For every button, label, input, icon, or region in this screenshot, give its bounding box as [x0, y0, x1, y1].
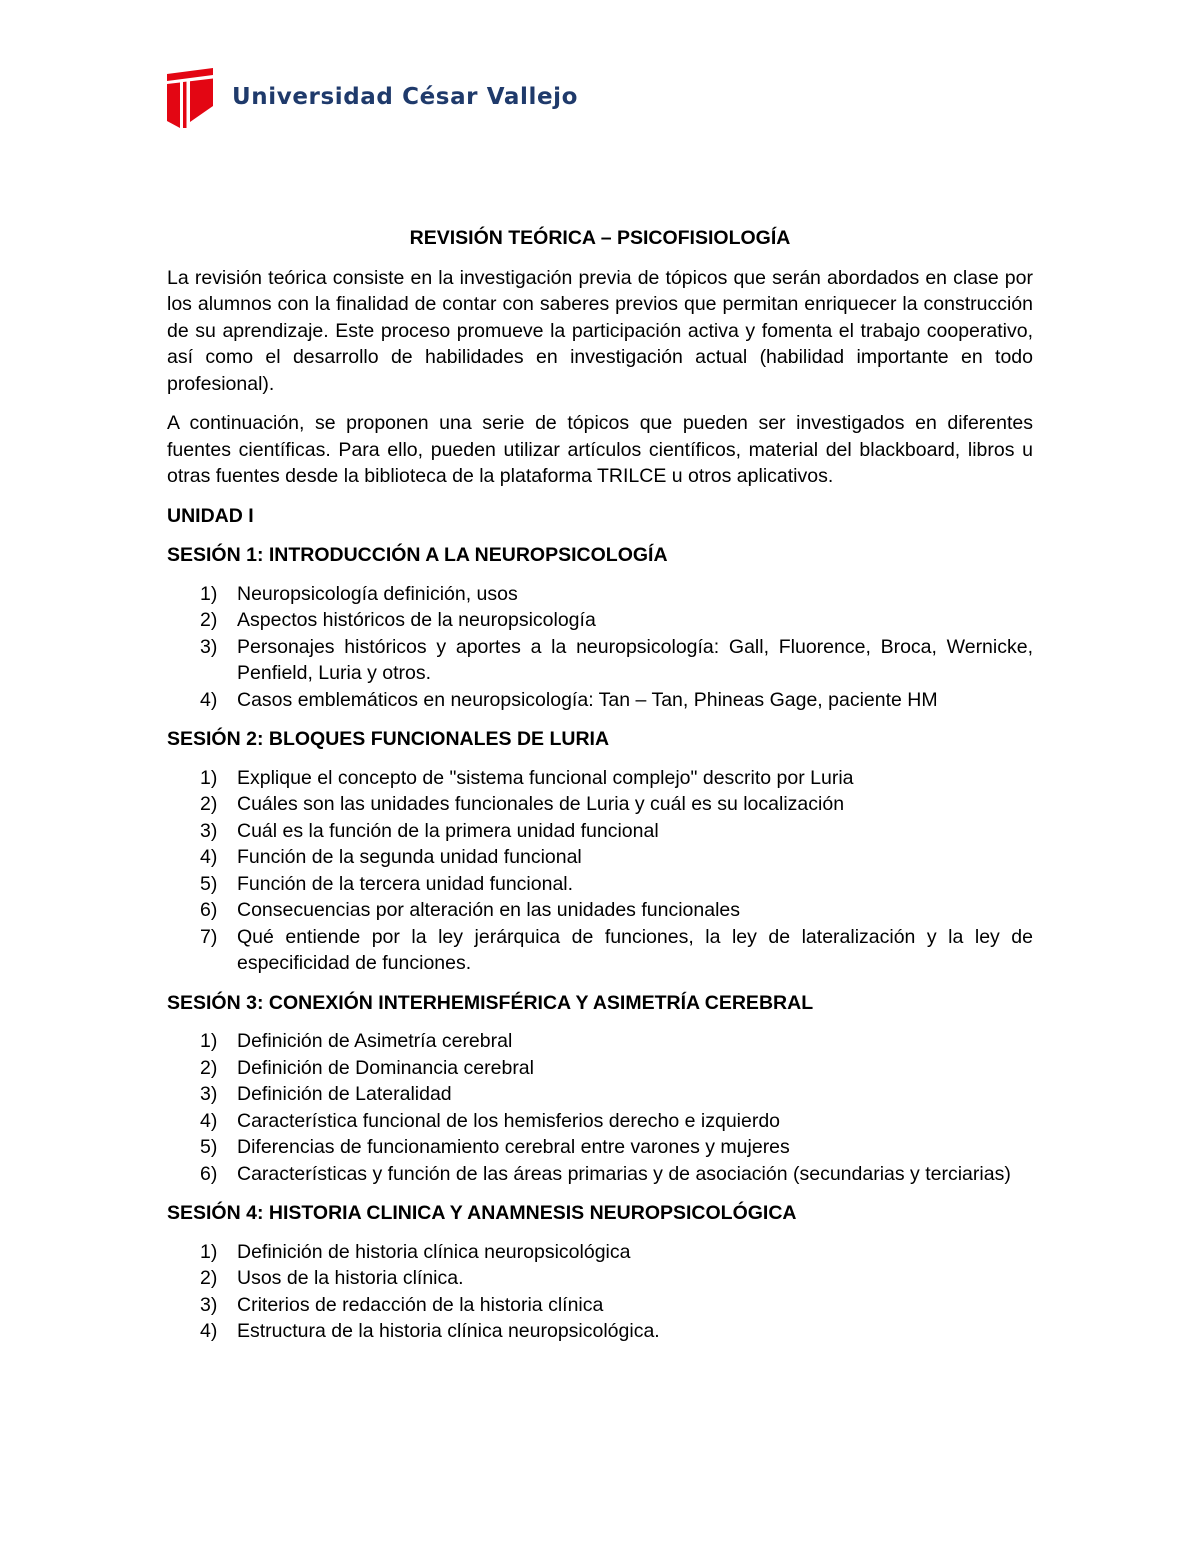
list-item-number: 3)	[200, 1293, 218, 1316]
list-item-text: Aspectos históricos de la neuropsicología	[237, 609, 596, 631]
list-item-text: Característica funcional de los hemisferios derecho e izquierdo	[237, 1109, 781, 1132]
list-item-number: 5)	[200, 1136, 218, 1158]
list-item-text: Definición de Asimetría cerebral	[237, 1030, 513, 1052]
session-title: SESIÓN 1: INTRODUCCIÓN A LA NEUROPSICOLOGÍA	[167, 544, 668, 566]
page-header	[166, 66, 578, 128]
list-item-number: 2)	[200, 1267, 218, 1289]
list-item	[167, 1239, 1033, 1266]
list-item	[167, 844, 1033, 871]
session-title: SESIÓN 4: HISTORIA CLINICA Y ANAMNESIS NEUROPSICOLÓGICA	[167, 1202, 797, 1224]
list-item	[167, 607, 1033, 634]
list-item-text: Cuál es la función de la primera unidad funcional	[237, 819, 659, 842]
list-item-text: Definición de Dominancia cerebral	[237, 1056, 534, 1079]
university-name: Universidad César Vallejo	[232, 84, 579, 110]
list-item	[167, 791, 1033, 818]
list-item-text: Neuropsicología definición, usos	[237, 582, 518, 605]
list-item	[167, 634, 1033, 687]
list-item-number: 1)	[200, 1030, 218, 1052]
document-body	[167, 225, 1033, 1358]
list-item	[167, 687, 1033, 714]
list-item-text: Personajes históricos y aportes a la neuropsicología: Gall, Fluorence, Broca, Wernicke, Penfield, Luria y otros.	[237, 635, 1033, 684]
list-item-number: 1)	[200, 766, 218, 789]
list-item-number: 7)	[200, 925, 218, 948]
list-item	[167, 818, 1033, 845]
list-item-number: 4)	[200, 1320, 218, 1342]
list-item	[167, 1134, 1033, 1161]
list-item	[167, 924, 1033, 977]
list-item-text: Definición de Lateralidad	[237, 1083, 452, 1105]
list-item-text: Estructura de la historia clínica neuropsicológica.	[237, 1320, 660, 1342]
list-item	[167, 897, 1033, 924]
list-item	[167, 1028, 1033, 1055]
list-item-number: 5)	[200, 872, 218, 895]
instructions-paragraph: A continuación, se proponen una serie de tópicos que pueden ser investigados en diferentes fuentes científicas. Para ello, pueden utilizar artículos científicos, material del blackboard, libros u otras fuentes desde la biblioteca de la plataforma TRILCE u otros aplicativos.	[167, 412, 1033, 487]
list-item-number: 6)	[200, 1162, 218, 1185]
list-item	[167, 1318, 1033, 1345]
sessions-list	[167, 542, 1033, 1345]
list-item-number: 2)	[200, 793, 218, 815]
list-item-text: Explique el concepto de "sistema funcional complejo" descrito por Luria	[237, 766, 854, 789]
session-title: SESIÓN 3: CONEXIÓN INTERHEMISFÉRICA Y ASIMETRÍA CEREBRAL	[167, 991, 814, 1014]
list-item	[167, 1292, 1033, 1319]
list-item-text: Función de la segunda unidad funcional	[237, 846, 582, 868]
list-item-text: Usos de la historia clínica.	[237, 1267, 464, 1289]
list-item-number: 4)	[200, 688, 218, 711]
list-item-number: 3)	[200, 1083, 218, 1105]
list-item	[167, 1081, 1033, 1108]
list-item-number: 4)	[200, 1109, 218, 1132]
list-item	[167, 1108, 1033, 1135]
list-item-text: Cuáles son las unidades funcionales de Luria y cuál es su localización	[237, 793, 845, 815]
list-item-number: 4)	[200, 846, 218, 868]
session-topic-list	[167, 765, 1033, 977]
intro-paragraph: La revisión teórica consiste en la investigación previa de tópicos que serán abordados en clase por los alumnos con la finalidad de contar con saberes previos que permitan enriquecer la construcción de su aprendizaje. Este proceso promueve la participación activa y fomenta el trabajo cooperativo, así como el desarrollo de habilidades en investigación actual (habilidad importante en todo profesional).	[167, 266, 1033, 395]
list-item	[167, 765, 1033, 792]
list-item	[167, 1265, 1033, 1292]
session-topic-list	[167, 1028, 1033, 1187]
list-item-text: Características y función de las áreas primarias y de asociación (secundarias y terciarias)	[237, 1162, 1011, 1185]
university-logo-icon	[166, 66, 214, 128]
list-item-text: Función de la tercera unidad funcional.	[237, 872, 574, 895]
list-item	[167, 581, 1033, 608]
list-item-number: 2)	[200, 609, 218, 631]
list-item	[167, 1055, 1033, 1082]
document-title: REVISIÓN TEÓRICA – PSICOFISIOLOGÍA	[409, 227, 791, 249]
list-item-text: Casos emblemáticos en neuropsicología: Tan – Tan, Phineas Gage, paciente HM	[237, 688, 938, 711]
list-item-number: 6)	[200, 899, 218, 921]
session-topic-list	[167, 581, 1033, 714]
list-item-text: Definición de historia clínica neuropsicológica	[237, 1240, 631, 1263]
list-item-text: Consecuencias por alteración en las unidades funcionales	[237, 899, 740, 921]
list-item-number: 3)	[200, 635, 218, 658]
list-item-text: Diferencias de funcionamiento cerebral entre varones y mujeres	[237, 1136, 790, 1158]
list-item-text: Criterios de redacción de la historia clínica	[237, 1293, 604, 1316]
list-item-text: Qué entiende por la ley jerárquica de funciones, la ley de lateralización y la ley de especificidad de funciones.	[237, 925, 1033, 974]
list-item-number: 1)	[200, 582, 218, 605]
unit-title: UNIDAD I	[167, 504, 254, 527]
session-topic-list	[167, 1239, 1033, 1345]
list-item	[167, 1161, 1033, 1188]
list-item-number: 1)	[200, 1240, 218, 1263]
list-item	[167, 871, 1033, 898]
list-item-number: 2)	[200, 1056, 218, 1079]
list-item-number: 3)	[200, 819, 218, 842]
session-title: SESIÓN 2: BLOQUES FUNCIONALES DE LURIA	[167, 728, 610, 750]
